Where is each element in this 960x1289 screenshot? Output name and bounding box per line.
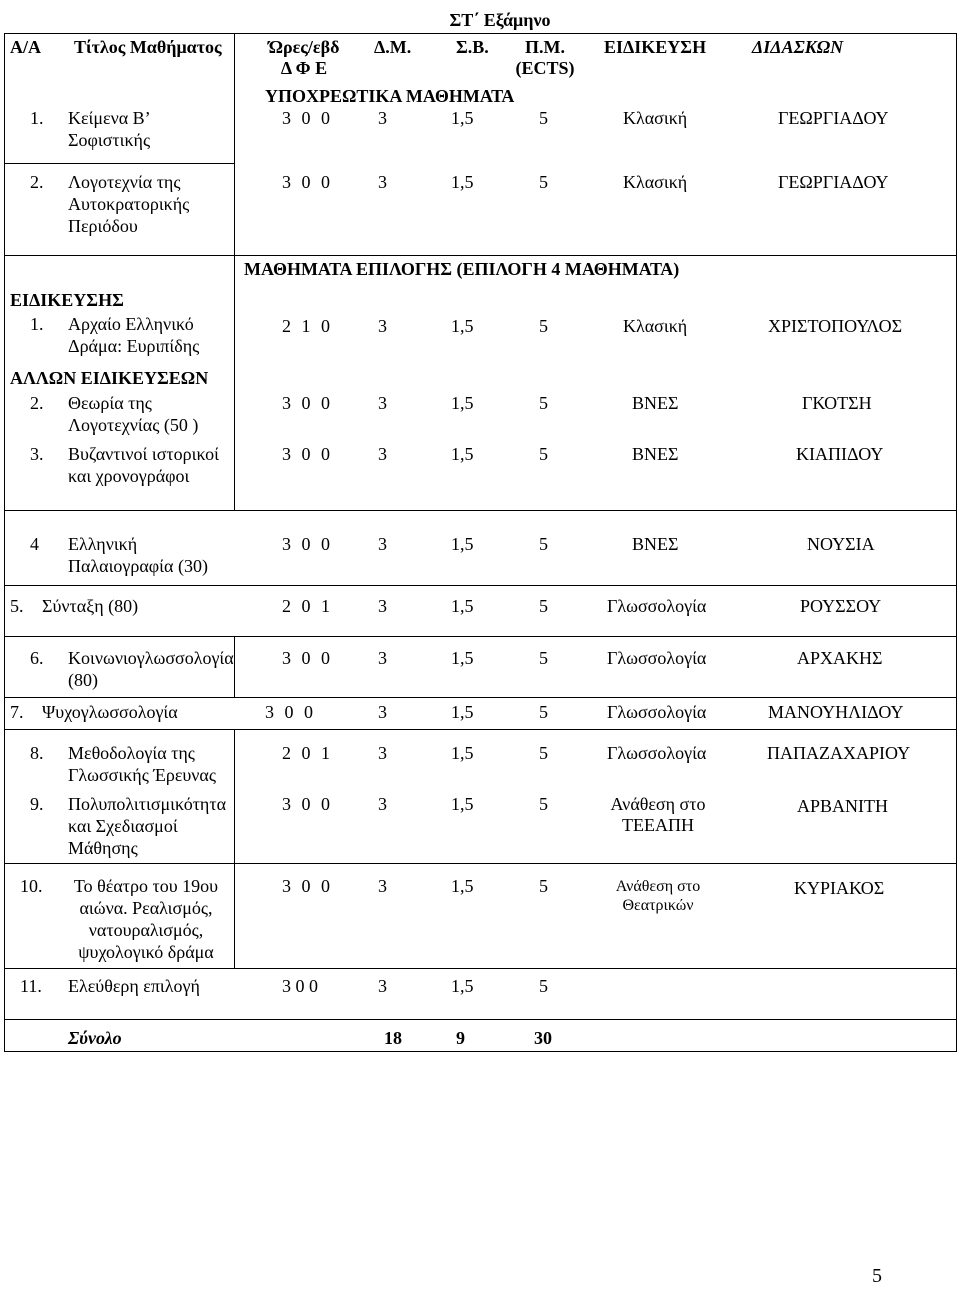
sb-value: 1,5 (451, 976, 474, 996)
sb-value: 1,5 (451, 702, 474, 722)
course-title: Περιόδου (68, 216, 138, 236)
hours: 3 0 0 (265, 702, 313, 722)
ects-value: 5 (539, 444, 548, 464)
course-title: Σύνταξη (80) (42, 596, 139, 616)
course-title: Μάθησης (68, 838, 138, 858)
course-title: ψυχολογικό δράμα (78, 942, 214, 962)
row-number: 7. (10, 702, 24, 722)
row-number: 2. (30, 393, 44, 413)
row-number: 1. (30, 108, 44, 128)
sb-value: 1,5 (451, 316, 474, 336)
hours: 2 0 1 (282, 596, 330, 616)
instructor: ΡΟΥΣΣΟΥ (800, 596, 882, 616)
specialization: Ανάθεση στο (615, 878, 701, 895)
sb-value: 1,5 (451, 876, 474, 896)
sb-value: 1,5 (451, 794, 474, 814)
header-aa: Α/Α (10, 37, 41, 57)
course-title: (80) (68, 670, 98, 690)
dm-value: 3 (378, 172, 387, 192)
specialization: ΒΝΕΣ (632, 444, 679, 464)
course-title: νατουραλισμός, (88, 920, 204, 940)
sb-value: 1,5 (451, 172, 474, 192)
header-sb: Σ.Β. (456, 37, 489, 57)
ects-value: 5 (539, 976, 548, 996)
sb-value: 1,5 (451, 596, 474, 616)
course-title: Γλωσσικής Έρευνας (68, 765, 216, 785)
specialization: Κλασική (623, 316, 688, 336)
instructor: ΧΡΙΣΤΟΠΟΥΛΟΣ (768, 316, 903, 336)
dm-value: 3 (378, 976, 387, 996)
ects-value: 5 (539, 876, 548, 896)
row-number: 1. (30, 314, 44, 334)
total-ects: 30 (534, 1028, 552, 1048)
header-title: Τίτλος Μαθήματος (74, 37, 222, 57)
dm-value: 3 (378, 108, 387, 128)
specialization: ΒΝΕΣ (632, 393, 679, 413)
ects-value: 5 (539, 648, 548, 668)
page-number: 5 (872, 1265, 882, 1287)
header-specialization: ΕΙΔΙΚΕΥΣΗ (604, 37, 707, 57)
hours: 3 0 0 (282, 876, 330, 896)
row-number: 6. (30, 648, 44, 668)
header-pm: Π.Μ. (525, 37, 565, 57)
course-title: Λογοτεχνία της (68, 172, 181, 192)
course-title: Το θέατρο του 19ου (73, 876, 219, 896)
course-title: Λογοτεχνίας (50 ) (68, 415, 199, 435)
total-dm: 18 (384, 1028, 402, 1048)
elective-heading: ΜΑΘΗΜΑΤΑ ΕΠΙΛΟΓΗΣ (ΕΠΙΛΟΓΗ 4 ΜΑΘΗΜΑΤΑ) (244, 259, 680, 279)
ects-value: 5 (539, 702, 548, 722)
course-title: Μεθοδολογία της (68, 743, 195, 763)
instructor: ΑΡΧΑΚΗΣ (797, 648, 883, 668)
course-title: Ελεύθερη επιλογή (68, 976, 200, 996)
instructor: ΓΕΩΡΓΙΑΔΟΥ (778, 172, 889, 192)
dm-value: 3 (378, 596, 387, 616)
course-title: Παλαιογραφία (30) (68, 556, 208, 576)
specialization-label: ΕΙΔΙΚΕΥΣΗΣ (10, 290, 124, 310)
dm-value: 3 (378, 316, 387, 336)
specialization: Κλασική (623, 108, 688, 128)
course-title: Αρχαίο Ελληνικό (68, 314, 194, 334)
semester-title: ΣΤ΄ Εξάμηνο (449, 10, 551, 30)
course-title: Δράμα: Ευριπίδης (68, 336, 200, 356)
specialization: Κλασική (623, 172, 688, 192)
course-title: αιώνα. Ρεαλισμός, (79, 898, 213, 918)
course-title: Θεωρία της (68, 393, 152, 413)
hours: 3 0 0 (282, 648, 330, 668)
course-title: Κείμενα Β’ (68, 108, 151, 128)
dm-value: 3 (378, 444, 387, 464)
course-title: Αυτοκρατορικής (68, 194, 190, 214)
row-number: 11. (20, 976, 42, 996)
specialization: Γλωσσολογία (607, 648, 707, 668)
course-title: και χρονογράφοι (68, 466, 190, 486)
dm-value: 3 (378, 393, 387, 413)
row-number: 8. (30, 743, 44, 763)
ects-value: 5 (539, 743, 548, 763)
specialization: ΤΕΕΑΠΗ (622, 815, 694, 835)
ects-value: 5 (539, 393, 548, 413)
total-label: Σύνολο (68, 1028, 122, 1048)
ects-value: 5 (539, 316, 548, 336)
ects-value: 5 (539, 534, 548, 554)
hours: 3 0 0 (282, 108, 330, 128)
header-dm: Δ.Μ. (374, 37, 412, 57)
row-number: 5. (10, 596, 24, 616)
row-number: 9. (30, 794, 44, 814)
dm-value: 3 (378, 648, 387, 668)
hours: 3 0 0 (282, 534, 330, 554)
ects-value: 5 (539, 794, 548, 814)
instructor: ΠΑΠΑΖΑΧΑΡΙΟΥ (767, 743, 911, 763)
course-title: και Σχεδιασμοί (68, 816, 178, 836)
total-sb: 9 (456, 1028, 465, 1048)
row-number: 2. (30, 172, 44, 192)
instructor: ΝΟΥΣΙΑ (807, 534, 875, 554)
dm-value: 3 (378, 876, 387, 896)
specialization: Γλωσσολογία (607, 702, 707, 722)
course-title: Κοινωνιογλωσσολογία (68, 648, 234, 668)
specialization: Θεατρικών (622, 897, 694, 914)
specialization: ΒΝΕΣ (632, 534, 679, 554)
ects-value: 5 (539, 596, 548, 616)
hours: 2 1 0 (282, 316, 330, 336)
course-title: Ελληνική (68, 534, 138, 554)
row-number: 3. (30, 444, 44, 464)
ects-value: 5 (539, 172, 548, 192)
course-title: Σοφιστικής (68, 130, 151, 150)
course-title: Ψυχογλωσσολογία (42, 702, 178, 722)
instructor: ΚΙΑΠΙΔΟΥ (796, 444, 884, 464)
header-hours: Ώρες/εβδ (268, 37, 340, 57)
hours: 3 0 0 (282, 172, 330, 192)
sb-value: 1,5 (451, 444, 474, 464)
instructor: ΑΡΒΑΝΙΤΗ (797, 796, 889, 816)
instructor: ΓΕΩΡΓΙΑΔΟΥ (778, 108, 889, 128)
sb-value: 1,5 (451, 108, 474, 128)
sb-value: 1,5 (451, 648, 474, 668)
header-ects: (ECTS) (515, 58, 575, 78)
header-instructor: ΔΙΔΑΣΚΩΝ (752, 37, 844, 57)
specialization: Ανάθεση στο (610, 794, 706, 814)
instructor: ΜΑΝΟΥΗΛΙΔΟΥ (768, 702, 904, 722)
hours: 2 0 1 (282, 743, 330, 763)
dm-value: 3 (378, 743, 387, 763)
header-hours-dfe: Δ Φ Ε (280, 58, 328, 78)
mandatory-heading: ΥΠΟΧΡΕΩΤΙΚΑ ΜΑΘΗΜΑΤΑ (265, 86, 515, 106)
dm-value: 3 (378, 702, 387, 722)
sb-value: 1,5 (451, 743, 474, 763)
row-number: 10. (20, 876, 43, 896)
specialization: Γλωσσολογία (607, 596, 707, 616)
course-title: Πολυπολιτισμικότητα (68, 794, 227, 814)
instructor: ΚΥΡΙΑΚΟΣ (794, 878, 885, 898)
sb-value: 1,5 (451, 534, 474, 554)
hours: 3 0 0 (282, 444, 330, 464)
dm-value: 3 (378, 534, 387, 554)
course-title: Βυζαντινοί ιστορικοί (68, 444, 219, 464)
sb-value: 1,5 (451, 393, 474, 413)
specialization: Γλωσσολογία (607, 743, 707, 763)
other-specializations-label: ΑΛΛΩΝ ΕΙΔΙΚΕΥΣΕΩΝ (10, 368, 209, 388)
instructor: ΓΚΟΤΣΗ (802, 393, 872, 413)
ects-value: 5 (539, 108, 548, 128)
hours: 3 0 0 (282, 794, 330, 814)
hours: 3 0 0 (282, 393, 330, 413)
dm-value: 3 (378, 794, 387, 814)
row-number: 4 (30, 534, 39, 554)
hours: 3 0 0 (282, 976, 318, 996)
